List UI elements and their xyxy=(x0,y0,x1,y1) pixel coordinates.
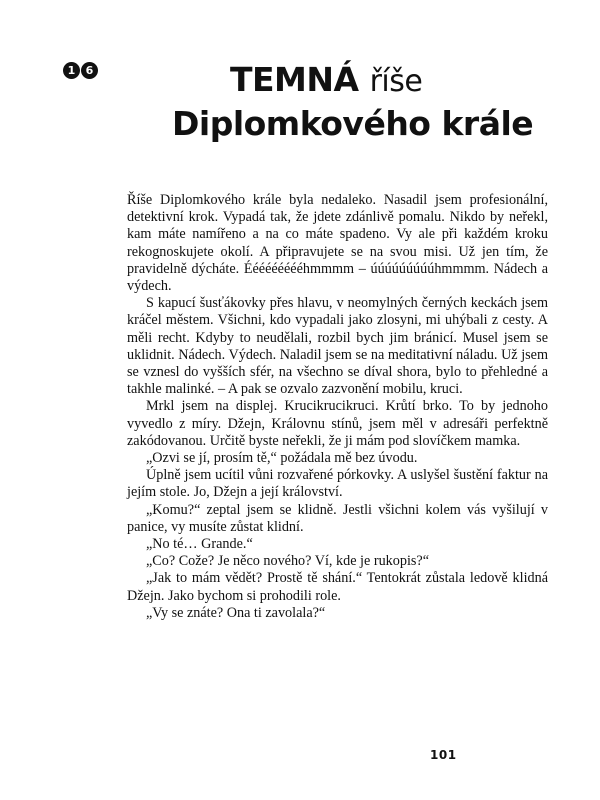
chapter-title-line-2: Diplomkového krále xyxy=(172,104,534,143)
chapter-title-caps: TEMNÁ xyxy=(230,60,359,99)
page-number: 101 xyxy=(430,748,457,762)
body-text xyxy=(127,192,548,622)
paragraph: „Ozvi se jí, prosím tě,“ požádala mě bez úvodu. xyxy=(146,450,418,467)
chapter-number xyxy=(63,62,98,79)
chapter-title-rest: říše xyxy=(369,64,423,99)
chapter-number-digit-1: 1 xyxy=(63,62,80,79)
paragraph: „No té… Grande.“ xyxy=(146,536,253,553)
paragraph: Mrkl jsem na displej. Krucikrucikruci. Krůtí brko. To by jednoho vyvedlo z míry. Džejn, Královnu stínů, jsem měl v adresáři perfektně zakódovanou. Určitě byste neřekli, že ji mám pod slovíčkem mamka. xyxy=(127,398,548,449)
paragraph: S kapucí šusťákovky přes hlavu, v neomylných černých keckách jsem kráčel městem. Všichni, kdo vypadali jako zlosyni, mi uhýbali z cesty. A měli recht. Kdyby to neudělali, rozbil bych jim bránicí. Musel jsem se uklidnit. Nádech. Výdech. Naladil jsem se na meditativní náladu. Už jsem se vznesl do vyšších sfér, na všechno se díval shora, bylo to přehledné a takhle malinké. – A pak se ozvalo zazvonění mobilu, kruci. xyxy=(127,295,548,398)
paragraph: Úplně jsem ucítil vůni rozvařené pórkovky. A uslyšel šustění faktur na jejím stole. Jo, Džejn a její království. xyxy=(127,467,548,501)
paragraph: „Co? Cože? Je něco nového? Ví, kde je rukopis?“ xyxy=(146,553,429,570)
paragraph: „Komu?“ zeptal jsem se klidně. Jestli všichni kolem vás vyšilují v panice, vy musíte zůstat klidní. xyxy=(127,501,548,535)
chapter-number-digit-2: 6 xyxy=(81,62,98,79)
paragraph: Říše Diplomkového krále byla nedaleko. Nasadil jsem profesionální, detektivní krok. Vypadá tak, že jdete zdánlivě pomalu. Nikdo by neřekl, kam máte namířeno a na co máte spadeno. Vy ale při každém kroku rekognoskujete okolí. A připravujete se na svou misi. Už jen tím, že pravidelně dýcháte. Éééééééééhmmmm – úúúúúúúúúhmmmm. Nádech a výdech. xyxy=(127,192,548,295)
paragraph: „Vy se znáte? Ona ti zavolala?“ xyxy=(146,604,326,621)
paragraph: „Jak to mám vědět? Prostě tě shání.“ Tentokrát zůstala ledově klidná Džejn. Jako bychom si prohodili role. xyxy=(127,570,548,604)
chapter-title-line-1 xyxy=(230,60,422,99)
